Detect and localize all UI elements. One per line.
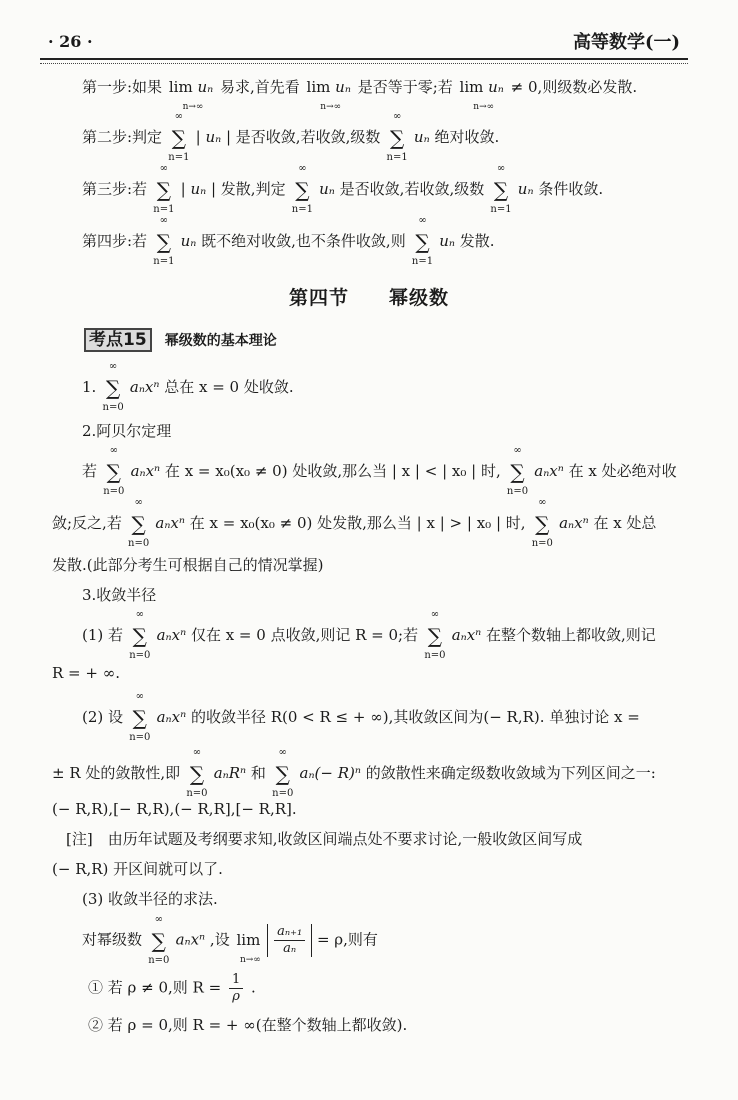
abel-text: 在 x 处必绝对收 [568,462,677,480]
sum-symbol: ∞ ∑ n=0 [129,691,151,743]
abel-text: 在 x = x₀(x₀ ≠ 0) 处收敛,那么当 | x | < | x₀ | 时, [164,462,501,480]
term: aₙxⁿ [156,708,187,726]
radius-text: 的收敛半径 R(0 < R ≤ + ∞),其收敛区间为(− R,R). 单独讨论 x = [190,708,640,726]
step-2-text: 绝对收敛. [434,128,500,146]
ratio-text: 对幂级数 [82,930,143,949]
case-1 [88,972,738,1005]
sum-symbol: ∞ ∑ n=1 [168,111,190,163]
term: uₙ [439,232,456,250]
case-text: ① 若 ρ ≠ 0,则 R = [88,978,222,997]
radius-text: (1) 若 [82,626,124,644]
sum-symbol: ∞ ∑ n=0 [272,747,294,799]
sum-symbol: ∞ ∑ n=0 [506,445,529,497]
radius-item-1-cont: R = + ∞. [52,664,120,682]
radius-item-1 [82,609,738,661]
term: uₙ [517,180,534,198]
sum-symbol: ∞ ∑ n=0 [148,913,170,966]
abel-line-3: 发散.(此部分考生可根据自己的情况掌握) [52,556,324,574]
step-3-text: 是否收敛,若收敛,级数 [339,180,485,198]
step-1-text: 易求,首先看 [219,78,300,96]
term: aₙxⁿ [155,514,185,532]
kaodian-title: 幂级数的基本理论 [164,333,277,349]
radius-item-3: (3) 收敛半径的求法. [82,890,218,908]
book-title: 高等数学(一) [572,32,680,53]
sum-symbol: ∞ ∑ n=0 [424,609,446,661]
ratio-test [82,913,738,966]
interval-list: (− R,R),[− R,R),(− R,R],[− R,R]. [52,800,297,818]
term: uₙ [319,180,335,198]
case-text: . [251,978,256,997]
step-1-text: 第一步:如果 [82,78,163,96]
step-4-text: 既不绝对收敛,也不条件收敛,则 [201,232,406,250]
step-3-text: 第三步:若 [82,180,148,198]
point-1-text: 总在 x = 0 处收敛. [164,378,294,396]
step-2-text: 第二步:判定 [82,128,163,146]
term: aₙxⁿ [559,514,589,532]
step-1-text: 是否等于零;若 [357,78,453,96]
case-2: ② 若 ρ = 0,则 R = + ∞(在整个数轴上都收敛). [88,1016,408,1034]
term: aₙxⁿ [534,462,564,480]
term: uₙ [180,232,197,250]
one-over-rho: $\frac{1}{\rho}$ [229,972,243,1005]
ratio-text: ,设 [209,930,230,949]
page-number: · 26 · [48,32,93,51]
radius-text: 在整个数轴上都收敛,则记 [486,626,656,644]
sum-symbol: ∞ ∑ n=0 [103,445,125,497]
abel-text: 敛;反之,若 [52,514,122,532]
term: aₙ(− R)ⁿ [299,764,361,782]
kaodian-heading [84,328,277,352]
section-title: 第四节 幂级数 [288,287,449,309]
abs-term: | uₙ | [180,180,217,198]
term: aₙxⁿ [175,930,206,949]
abs-term: | uₙ | [195,128,232,146]
point-1-num: 1. [82,378,97,396]
sum-symbol: ∞ ∑ n=1 [490,163,512,215]
step-1 [82,76,738,112]
sum-symbol: ∞ ∑ n=0 [102,361,124,413]
term: uₙ [413,128,430,146]
radius-text: 的敛散性来确定级数收敛域为下列区间之一: [365,764,656,782]
step-3 [82,163,738,215]
abel-line-1 [82,445,738,497]
term: aₙxⁿ [451,626,482,644]
sum-symbol: ∞ ∑ n=0 [128,497,150,549]
note-line-1: [注] 由历年试题及考纲要求知,收敛区间端点处不要求讨论,一般收敛区间写成 [66,830,583,848]
sum-symbol: ∞ ∑ n=0 [129,609,151,661]
kaodian-badge: 考点15 [84,328,152,352]
ratio-abs: $\frac{\text{aₙ₊₁}}{\text{aₙ}}$ [267,924,312,957]
abel-heading: 2.阿贝尔定理 [82,422,172,440]
step-3-text: 发散,判定 [220,180,286,198]
step-4 [82,215,738,267]
limit-expr: lim uₙ n→∞ [168,78,214,112]
sum-symbol: ∞ ∑ n=0 [531,497,553,549]
abel-text: 若 [82,462,98,480]
step-4-text: 第四步:若 [82,232,148,250]
term: aₙxⁿ [130,462,161,480]
radius-heading: 3.收敛半径 [82,586,157,604]
radius-text: ± R 处的敛散性,即 [52,764,181,782]
sum-symbol: ∞ ∑ n=1 [411,215,434,267]
ratio-text: = ρ,则有 [316,930,378,949]
radius-item-2 [82,691,738,743]
sum-symbol: ∞ ∑ n=1 [386,111,408,163]
radius-text: 和 [250,764,266,782]
radius-text: 仅在 x = 0 点收敛,则记 R = 0;若 [190,626,419,644]
limit-expr: lim n→∞ [236,930,261,965]
abel-line-2 [52,497,738,549]
point-1 [82,361,738,413]
radius-item-2-line-2 [52,747,738,799]
step-2-text: 是否收敛,若收敛,级数 [235,128,381,146]
limit-expr: lim uₙ n→∞ [306,78,351,112]
sum-symbol: ∞ ∑ n=0 [186,747,208,799]
radius-text: (2) 设 [82,708,124,726]
page-header [40,28,688,60]
abel-text: 在 x = x₀(x₀ ≠ 0) 处发散,那么当 | x | > | x₀ | 时, [189,514,526,532]
term: aₙRⁿ [213,764,247,782]
sum-symbol: ∞ ∑ n=1 [153,163,175,215]
step-1-text: ≠ 0,则级数必发散. [510,78,638,96]
note-line-2: (− R,R) 开区间就可以了. [52,860,223,878]
step-4-text: 发散. [459,232,495,250]
term: aₙxⁿ [156,626,187,644]
step-3-text: 条件收敛. [538,180,604,198]
abel-text: 在 x 处总 [593,514,657,532]
sum-symbol: ∞ ∑ n=1 [153,215,175,267]
limit-expr: lim uₙ n→∞ [459,78,504,112]
step-2 [82,111,738,163]
term: aₙxⁿ [129,378,160,396]
sum-symbol: ∞ ∑ n=1 [291,163,313,215]
